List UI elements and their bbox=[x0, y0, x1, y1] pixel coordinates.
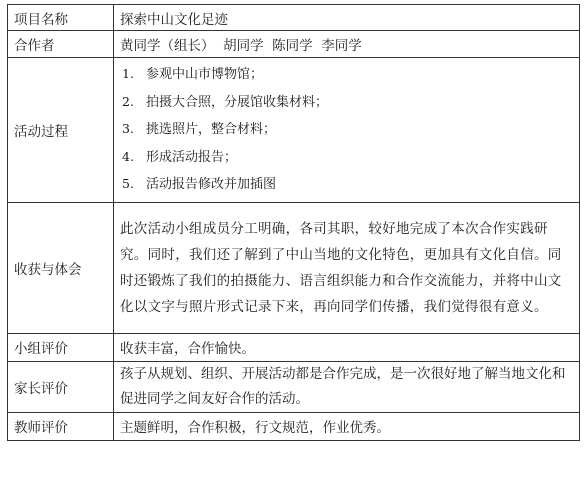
activity-report-table bbox=[7, 4, 580, 441]
process-label: 活动过程 bbox=[8, 58, 114, 203]
step-text: 形成活动报告； bbox=[146, 149, 238, 165]
partners-value bbox=[114, 31, 580, 58]
step-text: 挑选照片，整合材料； bbox=[146, 122, 277, 137]
parent-eval-label: 家长评价 bbox=[8, 361, 114, 412]
step-text: 参观中山市博物馆； bbox=[146, 67, 264, 82]
process-steps-cell bbox=[114, 58, 580, 203]
reflection-cell bbox=[114, 202, 580, 333]
partners-label: 合作者 bbox=[8, 31, 114, 58]
step-number: 4. bbox=[122, 148, 134, 164]
teacher-eval-label: 教师评价 bbox=[8, 412, 114, 440]
teacher-eval-value: 主题鲜明，合作积极，行文规范，作业优秀。 bbox=[114, 412, 580, 440]
project-name-value: 探索中山文化足迹 bbox=[114, 5, 580, 31]
parent-eval-cell bbox=[114, 361, 580, 412]
group-eval-label: 小组评价 bbox=[8, 333, 114, 361]
row-teacher-eval bbox=[8, 412, 580, 440]
step-number: 3. bbox=[122, 121, 134, 136]
process-step bbox=[120, 116, 573, 144]
process-step bbox=[120, 144, 573, 172]
reflection-label: 收获与体会 bbox=[8, 202, 114, 333]
process-step bbox=[120, 171, 573, 199]
row-reflection bbox=[8, 202, 580, 333]
step-number: 5. bbox=[122, 176, 134, 191]
project-name-label: 项目名称 bbox=[8, 5, 114, 31]
process-step bbox=[120, 61, 573, 89]
process-steps-list bbox=[120, 58, 573, 202]
row-project-name bbox=[8, 5, 580, 31]
step-number: 2. bbox=[122, 93, 134, 109]
parent-eval-text: 孩子从规划、组织、开展活动都是合作完成，是一次很好地了解当地文化和促进同学之间友好合作的活动。 bbox=[120, 365, 566, 407]
step-text: 拍摄大合照，分展馆收集材料； bbox=[146, 94, 329, 110]
reflection-text: 此次活动小组成员分工明确，各司其职，较好地完成了本次合作实践研究。同时，我们还了解到了中山当地的文化特色，更加具有文化自信。同时还锻炼了我们的拍摄能力、语言组织能力和合作交流能力，并将中山文化以文字与照片形式记录下来，再向同学们传播，我们觉得很有意义。 bbox=[120, 220, 562, 315]
partners-text: 黄同学（组长） 胡同学 陈同学 李同学 bbox=[120, 38, 362, 54]
step-number: 1. bbox=[122, 66, 134, 81]
row-group-eval bbox=[8, 333, 580, 361]
process-step bbox=[120, 89, 573, 117]
step-text: 活动报告修改并加插图 bbox=[146, 177, 277, 192]
row-process bbox=[8, 58, 580, 203]
row-partners bbox=[8, 31, 580, 58]
group-eval-value: 收获丰富，合作愉快。 bbox=[114, 333, 580, 361]
row-parent-eval bbox=[8, 361, 580, 412]
